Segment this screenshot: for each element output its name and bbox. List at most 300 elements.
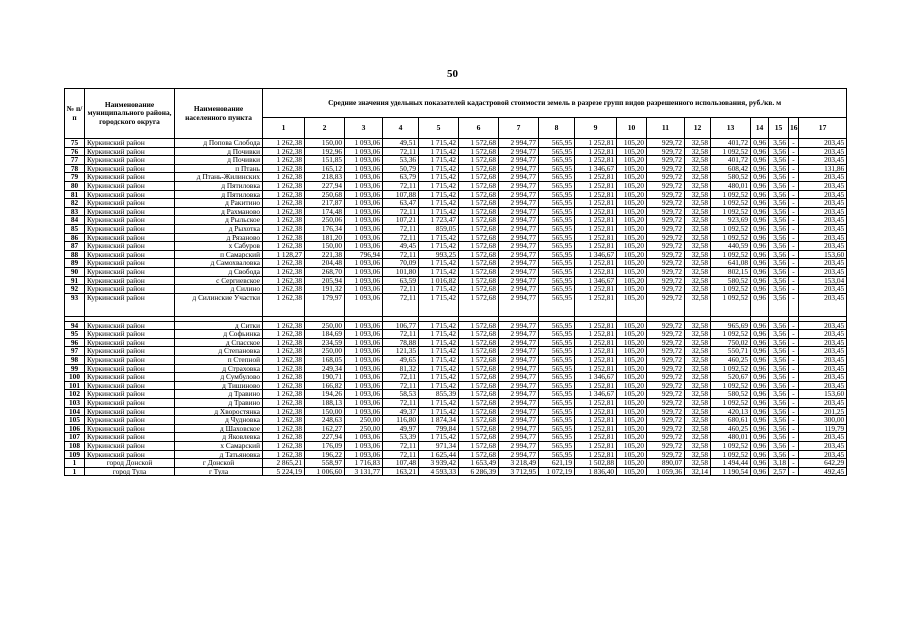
value-cell: - <box>789 442 799 451</box>
value-cell: 203,45 <box>799 356 847 365</box>
value-cell: 72,11 <box>383 399 419 408</box>
value-cell: - <box>789 207 799 216</box>
value-cell: 565,95 <box>539 424 575 433</box>
value-cell: 1 262,38 <box>263 293 305 316</box>
settlement-name: д Самохваловка <box>175 259 263 268</box>
value-cell: 32,58 <box>685 259 711 268</box>
value-cell: 176,09 <box>305 442 345 451</box>
value-cell: 1 093,06 <box>345 190 383 199</box>
value-cell: 119,79 <box>799 424 847 433</box>
row-number: 82 <box>65 199 85 208</box>
value-cell: 565,95 <box>539 285 575 294</box>
value-cell: 929,72 <box>647 207 685 216</box>
value-cell: 1 262,38 <box>263 442 305 451</box>
value-cell: 105,20 <box>617 242 647 251</box>
value-cell: 1 262,38 <box>263 259 305 268</box>
value-cell: 1 252,81 <box>575 381 617 390</box>
value-cell: 107,48 <box>383 459 419 468</box>
value-cell: 3,56 <box>769 207 789 216</box>
value-cell: 105,20 <box>617 459 647 468</box>
value-cell: 249,34 <box>305 364 345 373</box>
value-cell: 78,88 <box>383 338 419 347</box>
column-number-header: 2 <box>305 118 345 139</box>
value-cell: 1 093,06 <box>345 347 383 356</box>
value-cell: 929,72 <box>647 147 685 156</box>
value-cell: 1 572,68 <box>459 330 499 339</box>
value-cell: 1 572,68 <box>459 416 499 425</box>
value-cell: 1 653,49 <box>459 459 499 468</box>
value-cell: 203,45 <box>799 373 847 382</box>
value-cell: 1 093,06 <box>345 216 383 225</box>
value-cell: 203,45 <box>799 285 847 294</box>
value-cell: 1 252,81 <box>575 207 617 216</box>
value-cell: 1 252,81 <box>575 433 617 442</box>
settlement-name: д Попова Слобода <box>175 139 263 148</box>
value-cell: 49,97 <box>383 424 419 433</box>
value-cell: - <box>789 424 799 433</box>
value-cell: 1 572,68 <box>459 356 499 365</box>
column-number-header: 14 <box>751 118 769 139</box>
district-name: Куркинский район <box>85 442 175 451</box>
value-cell: 1 715,42 <box>419 356 459 365</box>
row-number: 79 <box>65 173 85 182</box>
value-cell: 1 252,81 <box>575 267 617 276</box>
value-cell: - <box>789 285 799 294</box>
value-cell: 1 093,06 <box>345 373 383 382</box>
value-cell: - <box>789 330 799 339</box>
value-cell: 150,00 <box>305 139 345 148</box>
column-number-header: 3 <box>345 118 383 139</box>
value-cell: 176,34 <box>305 224 345 233</box>
value-cell: 32,58 <box>685 250 711 259</box>
value-cell: 72,11 <box>383 450 419 459</box>
settlement-name: г Тула <box>175 467 263 476</box>
value-cell: 929,72 <box>647 433 685 442</box>
value-cell: 217,87 <box>305 199 345 208</box>
value-cell: 929,72 <box>647 173 685 182</box>
value-cell: 1 093,06 <box>345 407 383 416</box>
value-cell: 174,48 <box>305 207 345 216</box>
value-cell: 58,53 <box>383 390 419 399</box>
value-cell: 1 572,68 <box>459 224 499 233</box>
value-cell: 0,96 <box>751 321 769 330</box>
district-name: Куркинский район <box>85 450 175 459</box>
value-cell: 32,58 <box>685 321 711 330</box>
value-cell: 796,94 <box>345 250 383 259</box>
value-cell: 565,95 <box>539 242 575 251</box>
value-cell: 1 715,42 <box>419 164 459 173</box>
value-cell: 1 093,06 <box>345 199 383 208</box>
value-cell: 227,94 <box>305 433 345 442</box>
value-cell: 1 715,42 <box>419 207 459 216</box>
value-cell: 1 262,38 <box>263 190 305 199</box>
value-cell: 1 572,68 <box>459 442 499 451</box>
settlement-name: д Свобода <box>175 267 263 276</box>
district-name: город Тула <box>85 467 175 476</box>
value-cell: 1 252,81 <box>575 173 617 182</box>
value-cell: 1 262,38 <box>263 216 305 225</box>
table-row <box>65 347 847 356</box>
value-cell: 191,32 <box>305 285 345 294</box>
value-cell: 3,56 <box>769 390 789 399</box>
value-cell: 203,45 <box>799 293 847 316</box>
settlement-name: д Яковлевка <box>175 433 263 442</box>
value-cell: 2 994,77 <box>499 139 539 148</box>
district-name: Куркинский район <box>85 364 175 373</box>
value-cell: 1 572,68 <box>459 276 499 285</box>
value-cell: 105,20 <box>617 181 647 190</box>
value-cell: 150,00 <box>305 407 345 416</box>
value-cell: 1 092,52 <box>711 330 751 339</box>
value-cell: 3,56 <box>769 321 789 330</box>
district-name: Куркинский район <box>85 164 175 173</box>
value-cell: 480,01 <box>711 181 751 190</box>
value-cell: 3,56 <box>769 381 789 390</box>
value-cell: 1 252,81 <box>575 424 617 433</box>
value-cell: 565,95 <box>539 224 575 233</box>
value-cell: 558,97 <box>305 459 345 468</box>
settlement-name: д Степановка <box>175 347 263 356</box>
row-number: 104 <box>65 407 85 416</box>
value-cell: 203,45 <box>799 267 847 276</box>
row-number: 81 <box>65 190 85 199</box>
value-cell: - <box>789 399 799 408</box>
value-cell: 32,14 <box>685 467 711 476</box>
value-cell: 3,56 <box>769 267 789 276</box>
settlement-name: д Силино <box>175 285 263 294</box>
value-cell: 1 252,81 <box>575 442 617 451</box>
column-number-header: 17 <box>799 118 847 139</box>
value-cell: 32,58 <box>685 330 711 339</box>
value-cell: 1 262,38 <box>263 399 305 408</box>
table-row <box>65 416 847 425</box>
row-number: 1 <box>65 459 85 468</box>
value-cell: 32,58 <box>685 373 711 382</box>
value-cell: 929,72 <box>647 407 685 416</box>
value-cell: 3,56 <box>769 250 789 259</box>
row-number: 96 <box>65 338 85 347</box>
value-cell: 1 128,27 <box>263 250 305 259</box>
value-cell: 1 715,42 <box>419 399 459 408</box>
value-cell: 965,69 <box>711 321 751 330</box>
value-cell: 2 994,77 <box>499 373 539 382</box>
value-cell: 1 572,68 <box>459 216 499 225</box>
value-cell: 1 262,38 <box>263 139 305 148</box>
value-cell: 0,96 <box>751 216 769 225</box>
table-row <box>65 139 847 148</box>
header-group-title: Средние значения удельных показателей кадастровой стоимости земель в разрезе групп видов разрешенного использования, руб./кв. м <box>263 89 847 118</box>
value-cell: 0,96 <box>751 347 769 356</box>
value-cell: 2 994,77 <box>499 399 539 408</box>
header-number: № п/п <box>65 89 85 139</box>
settlement-name: п Самарский <box>175 250 263 259</box>
value-cell: 929,72 <box>647 450 685 459</box>
value-cell: 1 252,81 <box>575 181 617 190</box>
column-number-header: 13 <box>711 118 751 139</box>
value-cell: 565,95 <box>539 356 575 365</box>
table-row <box>65 321 847 330</box>
value-cell: 1 093,06 <box>345 356 383 365</box>
value-cell: 153,60 <box>799 250 847 259</box>
table-row <box>65 164 847 173</box>
value-cell: 1 716,83 <box>345 459 383 468</box>
value-cell: 3,56 <box>769 242 789 251</box>
value-cell: 203,45 <box>799 399 847 408</box>
value-cell: - <box>789 390 799 399</box>
table-row <box>65 442 847 451</box>
value-cell: 3,56 <box>769 293 789 316</box>
value-cell: 32,58 <box>685 233 711 242</box>
value-cell: - <box>789 407 799 416</box>
value-cell: 1 262,38 <box>263 373 305 382</box>
value-cell: 565,95 <box>539 381 575 390</box>
value-cell: 565,95 <box>539 407 575 416</box>
value-cell: 72,11 <box>383 250 419 259</box>
table-row <box>65 450 847 459</box>
value-cell: 105,20 <box>617 139 647 148</box>
value-cell: 105,20 <box>617 373 647 382</box>
column-number-header: 10 <box>617 118 647 139</box>
value-cell: 929,72 <box>647 216 685 225</box>
value-cell: 565,95 <box>539 250 575 259</box>
value-cell: 2 994,77 <box>499 390 539 399</box>
value-cell: 565,95 <box>539 433 575 442</box>
value-cell: 0,96 <box>751 364 769 373</box>
settlement-name: д Ситки <box>175 321 263 330</box>
row-number: 77 <box>65 156 85 165</box>
value-cell: 105,20 <box>617 433 647 442</box>
value-cell: 1 252,81 <box>575 330 617 339</box>
district-name: Куркинский район <box>85 224 175 233</box>
value-cell: 162,27 <box>305 424 345 433</box>
table-row <box>65 233 847 242</box>
value-cell: 1 092,52 <box>711 207 751 216</box>
value-cell: - <box>789 242 799 251</box>
value-cell: 250,00 <box>345 424 383 433</box>
settlement-name: д Рыльское <box>175 216 263 225</box>
district-name: Куркинский район <box>85 424 175 433</box>
value-cell: 1 715,42 <box>419 433 459 442</box>
value-cell: 49,65 <box>383 356 419 365</box>
value-cell: 1 572,68 <box>459 147 499 156</box>
value-cell: 0,96 <box>751 373 769 382</box>
value-cell: 32,58 <box>685 338 711 347</box>
value-cell: 1 093,06 <box>345 164 383 173</box>
value-cell: 32,58 <box>685 224 711 233</box>
value-cell: 1 093,06 <box>345 399 383 408</box>
district-name: город Донской <box>85 459 175 468</box>
value-cell: - <box>789 321 799 330</box>
value-cell: 105,20 <box>617 442 647 451</box>
value-cell: - <box>789 181 799 190</box>
value-cell: 1 715,42 <box>419 181 459 190</box>
value-cell: 2 994,77 <box>499 181 539 190</box>
value-cell: 0,96 <box>751 399 769 408</box>
value-cell: 105,20 <box>617 364 647 373</box>
row-number: 86 <box>65 233 85 242</box>
value-cell: 203,45 <box>799 347 847 356</box>
value-cell: 1 262,38 <box>263 285 305 294</box>
value-cell: 107,21 <box>383 216 419 225</box>
value-cell: 1 093,06 <box>345 233 383 242</box>
value-cell: 1 715,42 <box>419 190 459 199</box>
value-cell: 32,58 <box>685 442 711 451</box>
value-cell: 72,11 <box>383 181 419 190</box>
value-cell: 565,95 <box>539 373 575 382</box>
value-cell: 32,58 <box>685 216 711 225</box>
value-cell: 32,58 <box>685 450 711 459</box>
value-cell: 929,72 <box>647 424 685 433</box>
value-cell: 460,25 <box>711 424 751 433</box>
row-number: 85 <box>65 224 85 233</box>
value-cell: 1 262,38 <box>263 450 305 459</box>
value-cell: 3,56 <box>769 407 789 416</box>
value-cell: 1 262,38 <box>263 207 305 216</box>
value-cell: 1 252,81 <box>575 199 617 208</box>
row-number: 109 <box>65 450 85 459</box>
value-cell: 1 572,68 <box>459 156 499 165</box>
value-cell: 1 715,42 <box>419 330 459 339</box>
value-cell: 2 994,77 <box>499 242 539 251</box>
value-cell: 1 262,38 <box>263 330 305 339</box>
value-cell: 1 093,06 <box>345 139 383 148</box>
value-cell: 0,96 <box>751 450 769 459</box>
value-cell: 3,56 <box>769 147 789 156</box>
value-cell: 1 715,42 <box>419 293 459 316</box>
value-cell: 2 994,77 <box>499 381 539 390</box>
value-cell: 1 494,44 <box>711 459 751 468</box>
row-number: 101 <box>65 381 85 390</box>
value-cell: 72,11 <box>383 207 419 216</box>
value-cell: - <box>789 450 799 459</box>
value-cell: 166,82 <box>305 381 345 390</box>
value-cell: 580,52 <box>711 173 751 182</box>
value-cell: 72,11 <box>383 381 419 390</box>
value-cell: 3,56 <box>769 199 789 208</box>
value-cell: 0,96 <box>751 242 769 251</box>
value-cell: 0,96 <box>751 433 769 442</box>
row-number: 89 <box>65 259 85 268</box>
value-cell: 0,96 <box>751 467 769 476</box>
value-cell: 855,39 <box>419 390 459 399</box>
value-cell: 0,96 <box>751 181 769 190</box>
value-cell: 1 262,38 <box>263 347 305 356</box>
value-cell: 1 262,38 <box>263 356 305 365</box>
value-cell: 2 994,77 <box>499 450 539 459</box>
column-number-header: 4 <box>383 118 419 139</box>
value-cell: 1 572,68 <box>459 181 499 190</box>
value-cell: 32,58 <box>685 399 711 408</box>
value-cell: 1 262,38 <box>263 156 305 165</box>
value-cell: 929,72 <box>647 267 685 276</box>
value-cell: 32,58 <box>685 459 711 468</box>
row-number: 83 <box>65 207 85 216</box>
value-cell: 1 092,52 <box>711 224 751 233</box>
value-cell: 580,52 <box>711 276 751 285</box>
value-cell: 929,72 <box>647 242 685 251</box>
settlement-name: х Самарский <box>175 442 263 451</box>
row-number: 102 <box>65 390 85 399</box>
value-cell: 72,11 <box>383 285 419 294</box>
district-name: Куркинский район <box>85 285 175 294</box>
value-cell: 50,79 <box>383 164 419 173</box>
value-cell: 1 715,42 <box>419 173 459 182</box>
value-cell: 105,20 <box>617 147 647 156</box>
settlement-name: д Рахманово <box>175 207 263 216</box>
settlement-name: д Силинские Участки <box>175 293 263 316</box>
value-cell: 168,05 <box>305 356 345 365</box>
value-cell: 105,20 <box>617 407 647 416</box>
value-cell: 2 994,77 <box>499 285 539 294</box>
cadastral-value-table <box>64 88 847 476</box>
district-name: Куркинский район <box>85 139 175 148</box>
value-cell: 105,20 <box>617 199 647 208</box>
value-cell: 0,96 <box>751 259 769 268</box>
value-cell: 1 572,68 <box>459 450 499 459</box>
value-cell: 190,71 <box>305 373 345 382</box>
value-cell: 1 093,06 <box>345 147 383 156</box>
value-cell: - <box>789 199 799 208</box>
value-cell: 1 572,68 <box>459 267 499 276</box>
value-cell: 420,13 <box>711 407 751 416</box>
value-cell: 2 994,77 <box>499 173 539 182</box>
value-cell: - <box>789 276 799 285</box>
value-cell: 63,47 <box>383 199 419 208</box>
value-cell: 460,25 <box>711 356 751 365</box>
value-cell: 1 092,52 <box>711 450 751 459</box>
value-cell: 1 252,81 <box>575 147 617 156</box>
value-cell: 268,70 <box>305 267 345 276</box>
row-number: 91 <box>65 276 85 285</box>
value-cell: 1 092,52 <box>711 199 751 208</box>
value-cell: 1 715,42 <box>419 285 459 294</box>
value-cell: 0,96 <box>751 147 769 156</box>
value-cell: 1 262,38 <box>263 199 305 208</box>
value-cell: 3,56 <box>769 181 789 190</box>
column-number-header: 7 <box>499 118 539 139</box>
header-district: Наименование муниципального района, городского округа <box>85 89 175 139</box>
value-cell: 565,95 <box>539 199 575 208</box>
value-cell: 3,56 <box>769 173 789 182</box>
value-cell: 1 572,68 <box>459 338 499 347</box>
value-cell: - <box>789 416 799 425</box>
value-cell: 105,20 <box>617 207 647 216</box>
value-cell: 3,56 <box>769 330 789 339</box>
value-cell: 105,20 <box>617 164 647 173</box>
value-cell: 3 712,95 <box>499 467 539 476</box>
value-cell: 802,15 <box>711 267 751 276</box>
value-cell: 3,56 <box>769 373 789 382</box>
value-cell: 105,20 <box>617 381 647 390</box>
value-cell: 565,95 <box>539 276 575 285</box>
value-cell: 0,96 <box>751 330 769 339</box>
value-cell: 565,95 <box>539 267 575 276</box>
value-cell: 32,58 <box>685 381 711 390</box>
district-name: Куркинский район <box>85 347 175 356</box>
value-cell: 750,02 <box>711 338 751 347</box>
value-cell: 1 572,68 <box>459 173 499 182</box>
column-number-header: 15 <box>769 118 789 139</box>
settlement-name: п Степной <box>175 356 263 365</box>
value-cell: 234,59 <box>305 338 345 347</box>
value-cell: 1 252,81 <box>575 156 617 165</box>
value-cell: 565,95 <box>539 293 575 316</box>
value-cell: 72,11 <box>383 147 419 156</box>
value-cell: 72,11 <box>383 373 419 382</box>
value-cell: 401,72 <box>711 139 751 148</box>
row-number: 95 <box>65 330 85 339</box>
value-cell: 3,56 <box>769 364 789 373</box>
